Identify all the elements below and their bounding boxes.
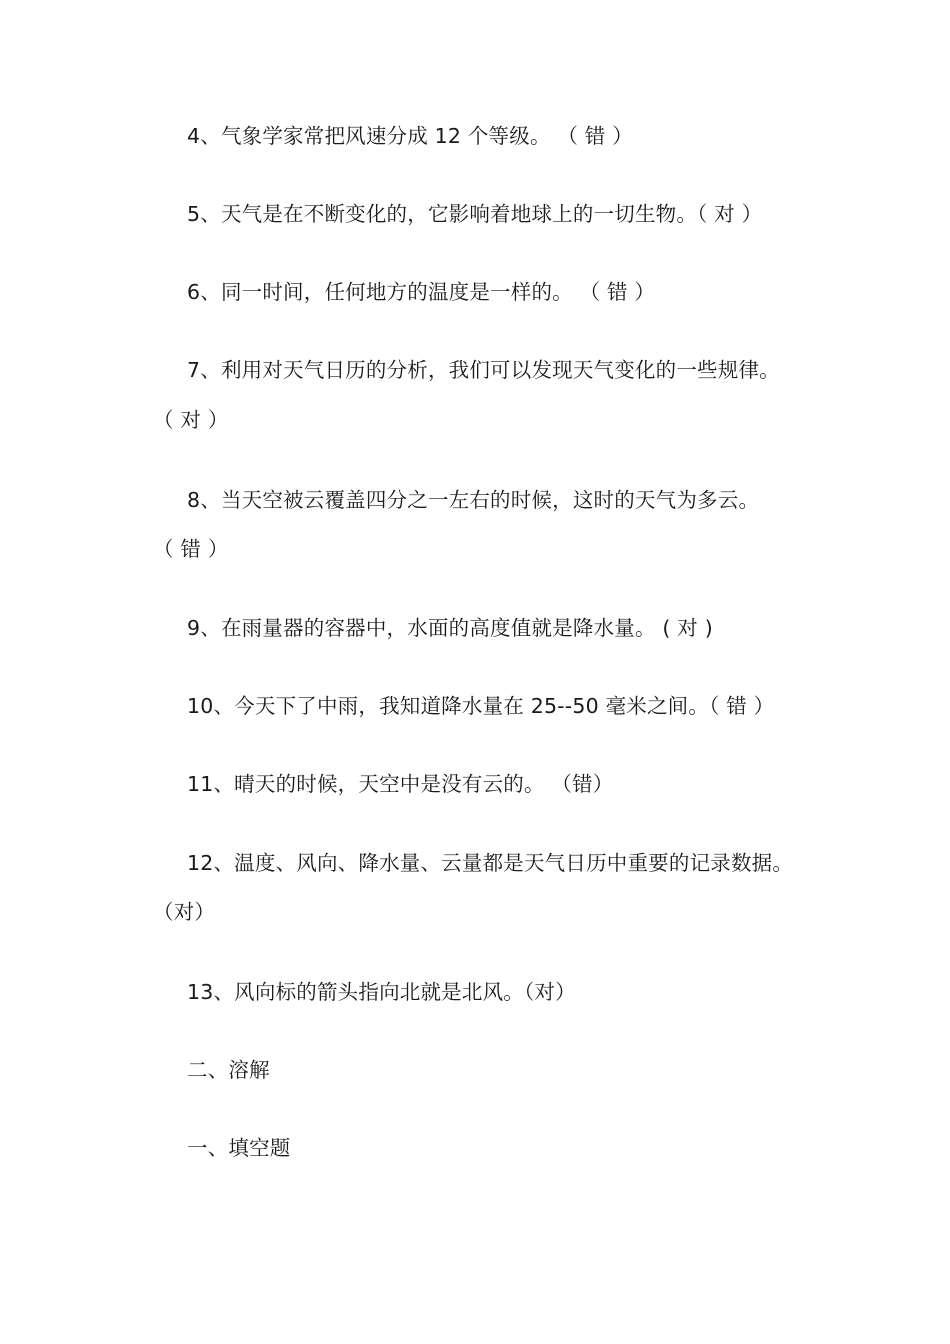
question-8-answer: （ 错 ）: [153, 537, 229, 561]
question-7: 7、利用对天气日历的分析，我们可以发现天气变化的一些规律。: [187, 358, 780, 382]
question-7-answer: （ 对 ）: [153, 408, 229, 432]
question-10: 10、今天下了中雨，我知道降水量在 25--50 毫米之间。（ 错 ）: [187, 694, 775, 718]
question-6: 6、同一时间，任何地方的温度是一样的。 （ 错 ）: [187, 280, 656, 304]
question-12: 12、温度、风向、降水量、云量都是天气日历中重要的记录数据。: [187, 851, 794, 875]
question-8: 8、当天空被云覆盖四分之一左右的时候，这时的天气为多云。: [187, 488, 760, 512]
question-4: 4、气象学家常把风速分成 12 个等级。 （ 错 ）: [187, 124, 633, 148]
question-11: 11、晴天的时候，天空中是没有云的。 （错）: [187, 772, 614, 796]
section-heading-fill-in: 一、填空题: [187, 1136, 291, 1160]
question-12-answer: （对）: [153, 900, 216, 924]
question-5: 5、天气是在不断变化的，它影响着地球上的一切生物。（ 对 ）: [187, 202, 763, 226]
question-13: 13、风向标的箭头指向北就是北风。（对）: [187, 980, 576, 1004]
section-heading-dissolve: 二、溶解: [187, 1058, 270, 1082]
question-9: 9、在雨量器的容器中，水面的高度值就是降水量。 ( 对 ): [187, 616, 713, 640]
